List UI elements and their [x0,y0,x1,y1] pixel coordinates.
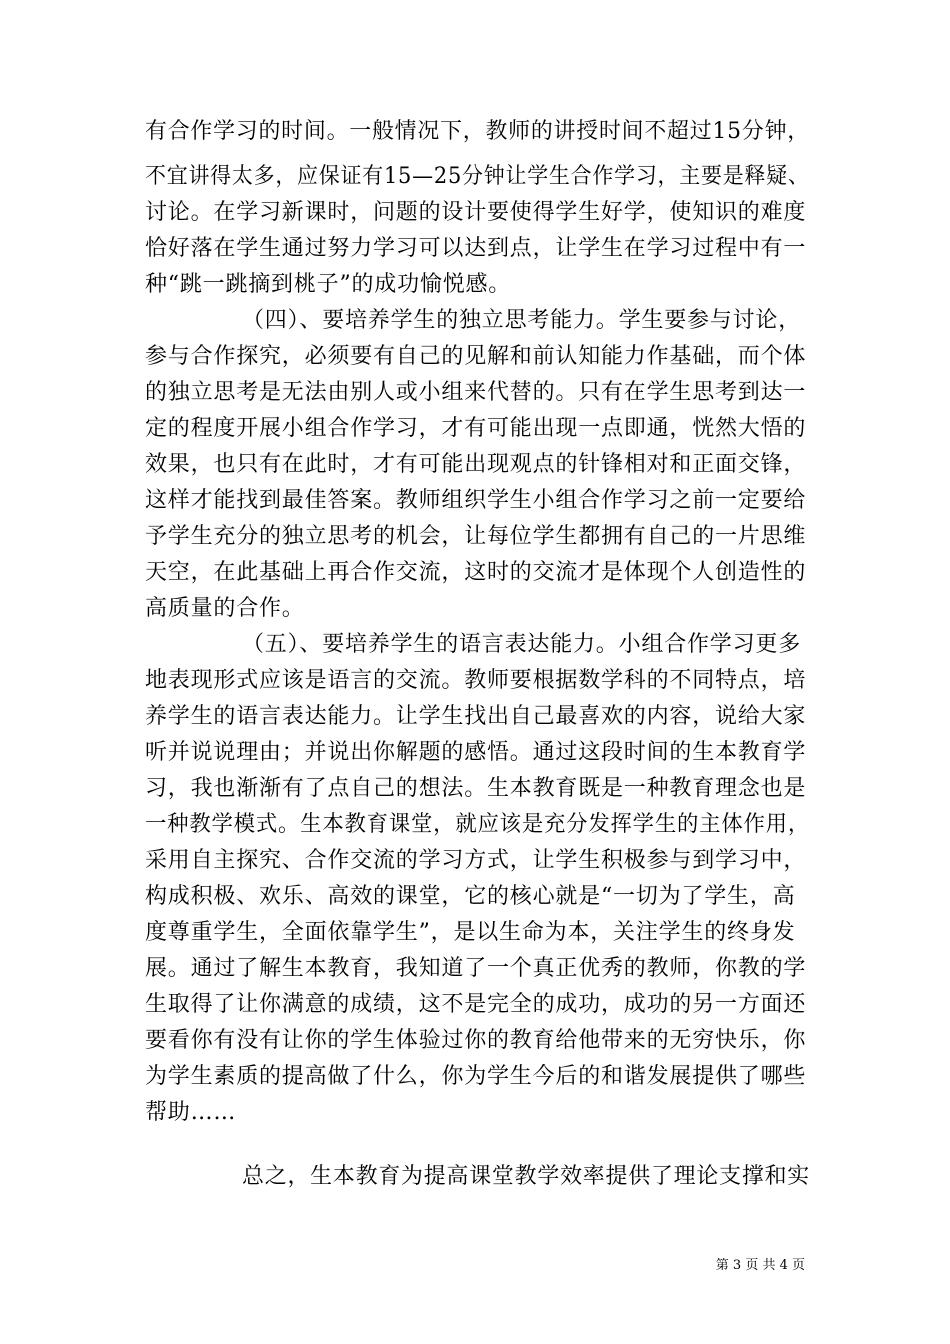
text-line: 要看你有没有让你的学生体验过你的教育给他带来的无穷快乐，你 [145,1028,807,1053]
text-line: 为学生素质的提高做了什么，你为学生今后的和谐发展提供了哪些 [145,1064,807,1089]
text-line: 予学生充分的独立思考的机会，让每位学生都拥有自己的一片思维 [145,524,807,549]
text-line: 参与合作探究，必须要有自己的见解和前认知能力作基础，而个体 [145,344,807,369]
text-line: 帮助…… [145,1100,237,1125]
paragraph-heading-5: （五）、要培养学生的语言表达能力。小组合作学习更多 [242,632,802,657]
text-line: 恰好落在学生通过努力学习可以达到点，让学生在学习过程中有一 [145,236,807,261]
text-line: 采用自主探究、合作交流的学习方式，让学生积极参与到学习中， [145,848,807,873]
text-line: 习，我也渐渐有了点自己的想法。生本教育既是一种教育理念也是 [145,776,807,801]
text-line: 这样才能找到最佳答案。教师组织学生小组合作学习之前一定要给 [145,488,807,513]
text-line: 地表现形式应该是语言的交流。教师要根据数学科的不同特点，培 [145,668,807,693]
text-line: 定的程度开展小组合作学习，才有可能出现一点即通，恍然大悟的 [145,416,807,441]
text-line: 高质量的合作。 [145,596,305,621]
text-line: 一种教学模式。生本教育课堂，就应该是充分发挥学生的主体作用， [145,812,810,837]
text-line: 构成积极、欢乐、高效的课堂，它的核心就是“一切为了学生，高 [145,884,796,909]
text-line: 天空，在此基础上再合作交流，这时的交流才是体现个人创造性的 [145,560,807,585]
text-line: 展。通过了解生本教育，我知道了一个真正优秀的教师，你教的学 [145,956,807,981]
text-line: 效果，也只有在此时，才有可能出现观点的针锋相对和正面交锋， [145,452,807,477]
text-line: 讨论。在学习新课时，问题的设计要使得学生好学，使知识的难度 [145,200,807,225]
text-line: 生取得了让你满意的成绩，这不是完全的成功，成功的另一方面还 [145,992,807,1017]
text-line: 的独立思考是无法由别人或小组来代替的。只有在学生思考到达一 [145,380,807,405]
page-number-footer: 第 3 页 共 4 页 [715,1258,805,1273]
text-line: 不宜讲得太多，应保证有15—25分钟让学生合作学习，主要是释疑、 [145,164,810,189]
conclusion-line: 总之，生本教育为提高课堂教学效率提供了理论支撑和实 [242,1164,811,1189]
text-line: 听并说说理由；并说出你解题的感悟。通过这段时间的生本教育学 [145,740,807,765]
paragraph-heading-4: （四）、要培养学生的独立思考能力。学生要参与讨论， [242,308,802,333]
text-line: 养学生的语言表达能力。让学生找出自己最喜欢的内容，说给大家 [145,704,807,729]
text-line: 度尊重学生，全面依靠学生”，是以生命为本，关注学生的终身发 [145,920,796,945]
text-line: 种“跳一跳摘到桃子”的成功愉悦感。 [145,272,512,297]
text-line: 有合作学习的时间。一般情况下，教师的讲授时间不超过15分钟， [145,119,810,144]
